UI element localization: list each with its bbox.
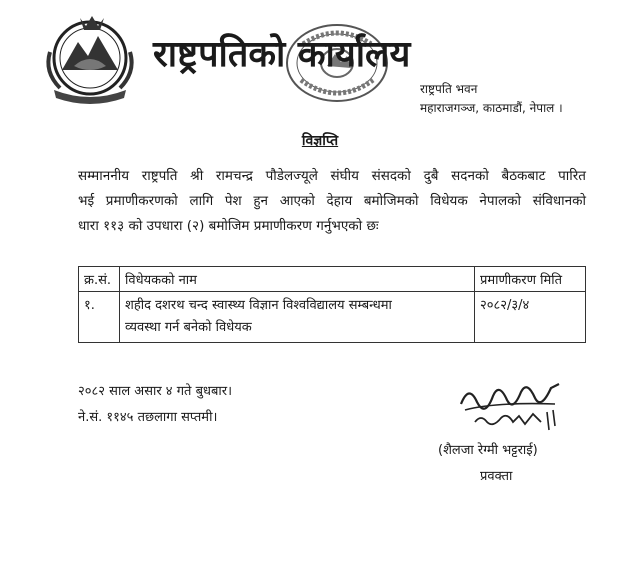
body-line: धारा ११३ को उपधारा (२) बमोजिम प्रमाणीकरण गर्नुभएको छः (78, 218, 379, 234)
bill-name-line: व्यवस्था गर्न बनेको विधेयक (125, 320, 252, 335)
office-title: राष्ट्रपतिको कार्यालय (153, 34, 411, 75)
cell-certification-date: २०८२/३/४ (475, 292, 586, 343)
signatory-name: (शैलजा रेग्मी भट्टराई) (438, 443, 538, 458)
address-line-1: राष्ट्रपति भवन (420, 82, 478, 96)
body-line: भई प्रमाणीकरणको लागि पेश हुन आएको देहाय बमोजिमको विधेयक नेपालको संविधानको (78, 193, 586, 209)
ns-date: ने.सं. ११४५ तछलागा सप्तमी। (78, 410, 218, 425)
bs-date: २०८२ साल असार ४ गते बुधबार। (78, 384, 233, 399)
signature-icon (455, 374, 565, 436)
body-line: सम्माननीय राष्ट्रपति श्री रामचन्द्र पौडेलज्यूले संघीय संसदको दुबै सदनको बैठकबाट पारित (78, 168, 586, 184)
notice-body (78, 164, 586, 239)
header-serial: क्र.सं. (79, 267, 120, 292)
cell-serial: १. (79, 292, 120, 343)
bill-name-line: शहीद दशरथ चन्द स्वास्थ्य विज्ञान विश्वविद्यालय सम्बन्धमा (125, 298, 392, 313)
table-row (79, 292, 586, 343)
notice-heading (0, 131, 640, 150)
national-emblem-icon (40, 12, 140, 107)
signatory-designation: प्रवक्ता (480, 469, 513, 484)
cell-bill-name (120, 292, 475, 343)
header-bill-name: विधेयकको नाम (120, 267, 475, 292)
header-certification-date: प्रमाणीकरण मिति (475, 267, 586, 292)
address-line-2: महाराजगञ्ज, काठमाडौं, नेपाल । (420, 101, 563, 115)
notice-heading-text: विज्ञप्ति (301, 133, 339, 149)
bill-table (78, 266, 586, 343)
table-header-row (79, 267, 586, 292)
